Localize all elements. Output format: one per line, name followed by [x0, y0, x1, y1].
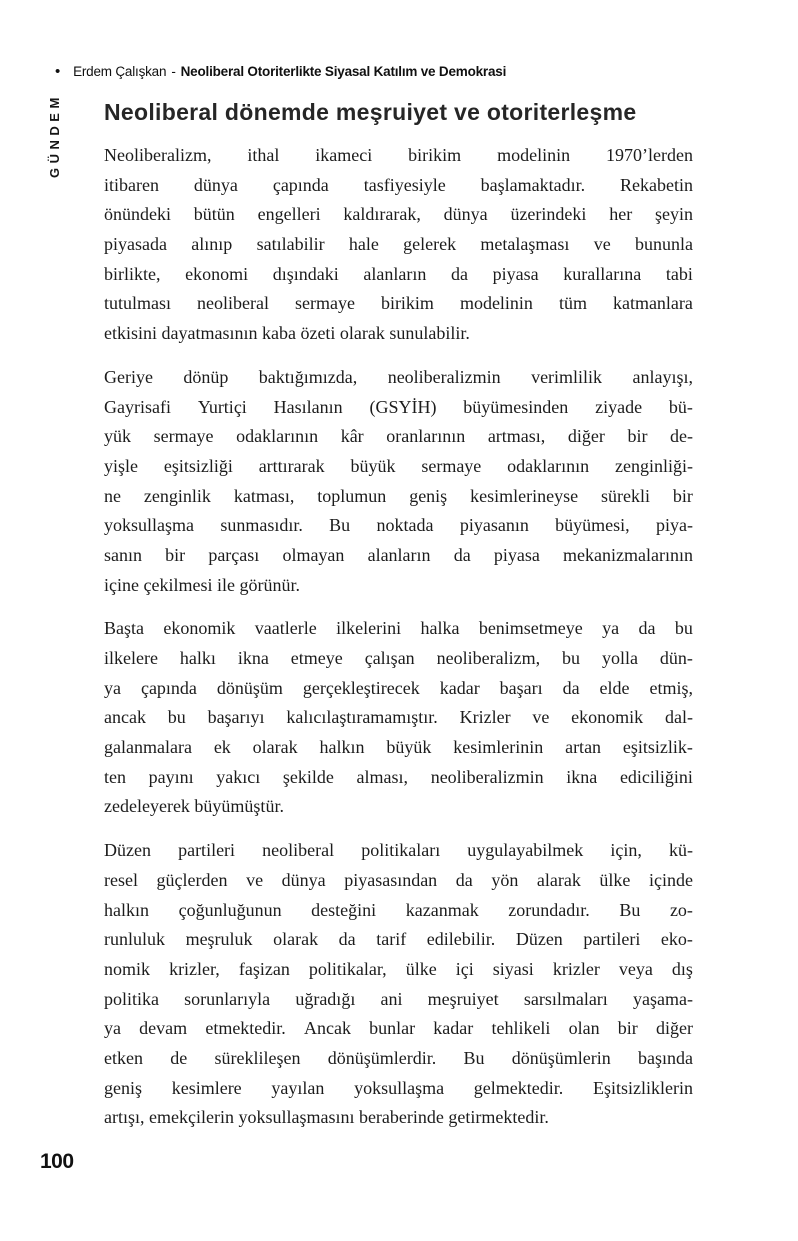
text-line: Gayrisafi Yurtiçi Hasılanın (GSYİH) büyümesinden ziyade bü- — [104, 396, 693, 417]
page-number: 100 — [40, 1150, 74, 1173]
paragraph — [104, 614, 693, 822]
section-label-vertical: GÜNDEM — [47, 93, 62, 178]
text-line: içine çekilmesi ile görünür. — [104, 574, 300, 595]
text-line: politika sorunlarıyla uğradığı ani meşruiyet sarsılmaları yaşama- — [104, 988, 693, 1009]
text-line: ten payını yakıcı şekilde alması, neoliberalizmin ikna ediciliğini — [104, 766, 693, 787]
text-line: halkın çoğunluğunun desteğini kazanmak zorundadır. Bu zo- — [104, 899, 693, 920]
text-line: yük sermaye odaklarının kâr oranlarının artması, diğer bir de- — [104, 426, 693, 447]
text-line: zedeleyerek büyümüştür. — [104, 796, 284, 817]
bullet-icon: • — [55, 63, 61, 80]
text-line: tutulması neoliberal sermaye birikim modelinin tüm katmanlara — [104, 293, 693, 314]
text-line: ne zenginlik katması, toplumun geniş kesimlerineyse sürekli bir — [104, 485, 693, 506]
running-header — [55, 63, 506, 80]
text-line: nomik krizler, faşizan politikalar, ülke içi siyasi krizler veya dış — [104, 958, 693, 979]
paragraph — [104, 836, 693, 1133]
text-line: önündeki bütün engelleri kaldırarak, dünya üzerindeki her şeyin — [104, 204, 693, 225]
text-line: piyasada alınıp satılabilir hale gelerek metalaşması ve bununla — [104, 234, 693, 255]
text-line: runluluk meşruluk olarak da tarif edilebilir. Düzen partileri eko- — [104, 929, 693, 950]
text-line: artışı, emekçilerin yoksullaşmasını beraberinde getirmektedir. — [104, 1107, 549, 1128]
text-line: Düzen partileri neoliberal politikaları uygulayabilmek için, kü- — [104, 840, 693, 861]
text-line: galanmalara ek olarak halkın büyük kesimlerinin artan eşitsizlik- — [104, 737, 693, 758]
text-line: yoksullaşma sunmasıdır. Bu noktada piyasanın büyümesi, piya- — [104, 515, 693, 536]
page-title: Neoliberal dönemde meşruiyet ve otoriterleşme — [104, 99, 637, 125]
text-line: etken de süreklileşen dönüşümlerdir. Bu dönüşümlerin başında — [104, 1047, 693, 1068]
text-line: resel güçlerden ve dünya piyasasından da yön alarak ülke içinde — [104, 869, 693, 890]
text-line: itibaren dünya çapında tasfiyesiyle başlamaktadır. Rekabetin — [104, 174, 693, 195]
text-line: birlikte, ekonomi dışındaki alanların da piyasa kurallarına tabi — [104, 263, 693, 284]
text-line: ya devam etmektedir. Ancak bunlar kadar tehlikeli olan bir diğer — [104, 1018, 693, 1039]
paragraph — [104, 363, 693, 601]
text-line: Başta ekonomik vaatlerle ilkelerini halka benimsetmeye ya da bu — [104, 618, 693, 639]
header-separator: - — [171, 64, 176, 79]
text-line: ancak bu başarıyı kalıcılaştıramamıştır. Krizler ve ekonomik dal- — [104, 707, 693, 728]
text-line: ya çapında dönüşüm gerçekleştirecek kadar başarı da elde etmiş, — [104, 677, 693, 698]
text-line: yişle eşitsizliği arttırarak büyük sermaye odaklarının zenginliği- — [104, 455, 693, 476]
book-title: Neoliberal Otoriterlikte Siyasal Katılım ve Demokrasi — [180, 64, 507, 79]
text-line: sanın bir parçası olmayan alanların da piyasa mekanizmalarının — [104, 544, 693, 565]
paragraph — [104, 141, 693, 349]
text-line: etkisini dayatmasının kaba özeti olarak sunulabilir. — [104, 323, 470, 344]
text-line: Neoliberalizm, ithal ikameci birikim modelinin 1970’lerden — [104, 145, 693, 165]
author-name: Erdem Çalışkan — [73, 64, 167, 79]
body-text — [104, 141, 693, 1133]
text-line: Geriye dönüp baktığımızda, neoliberalizmin verimlilik anlayışı, — [104, 366, 693, 387]
text-line: geniş kesimlere yayılan yoksullaşma gelmektedir. Eşitsizliklerin — [104, 1077, 693, 1098]
text-line: ilkelere halkı ikna etmeye çalışan neoliberalizm, bu yolla dün- — [104, 648, 693, 668]
